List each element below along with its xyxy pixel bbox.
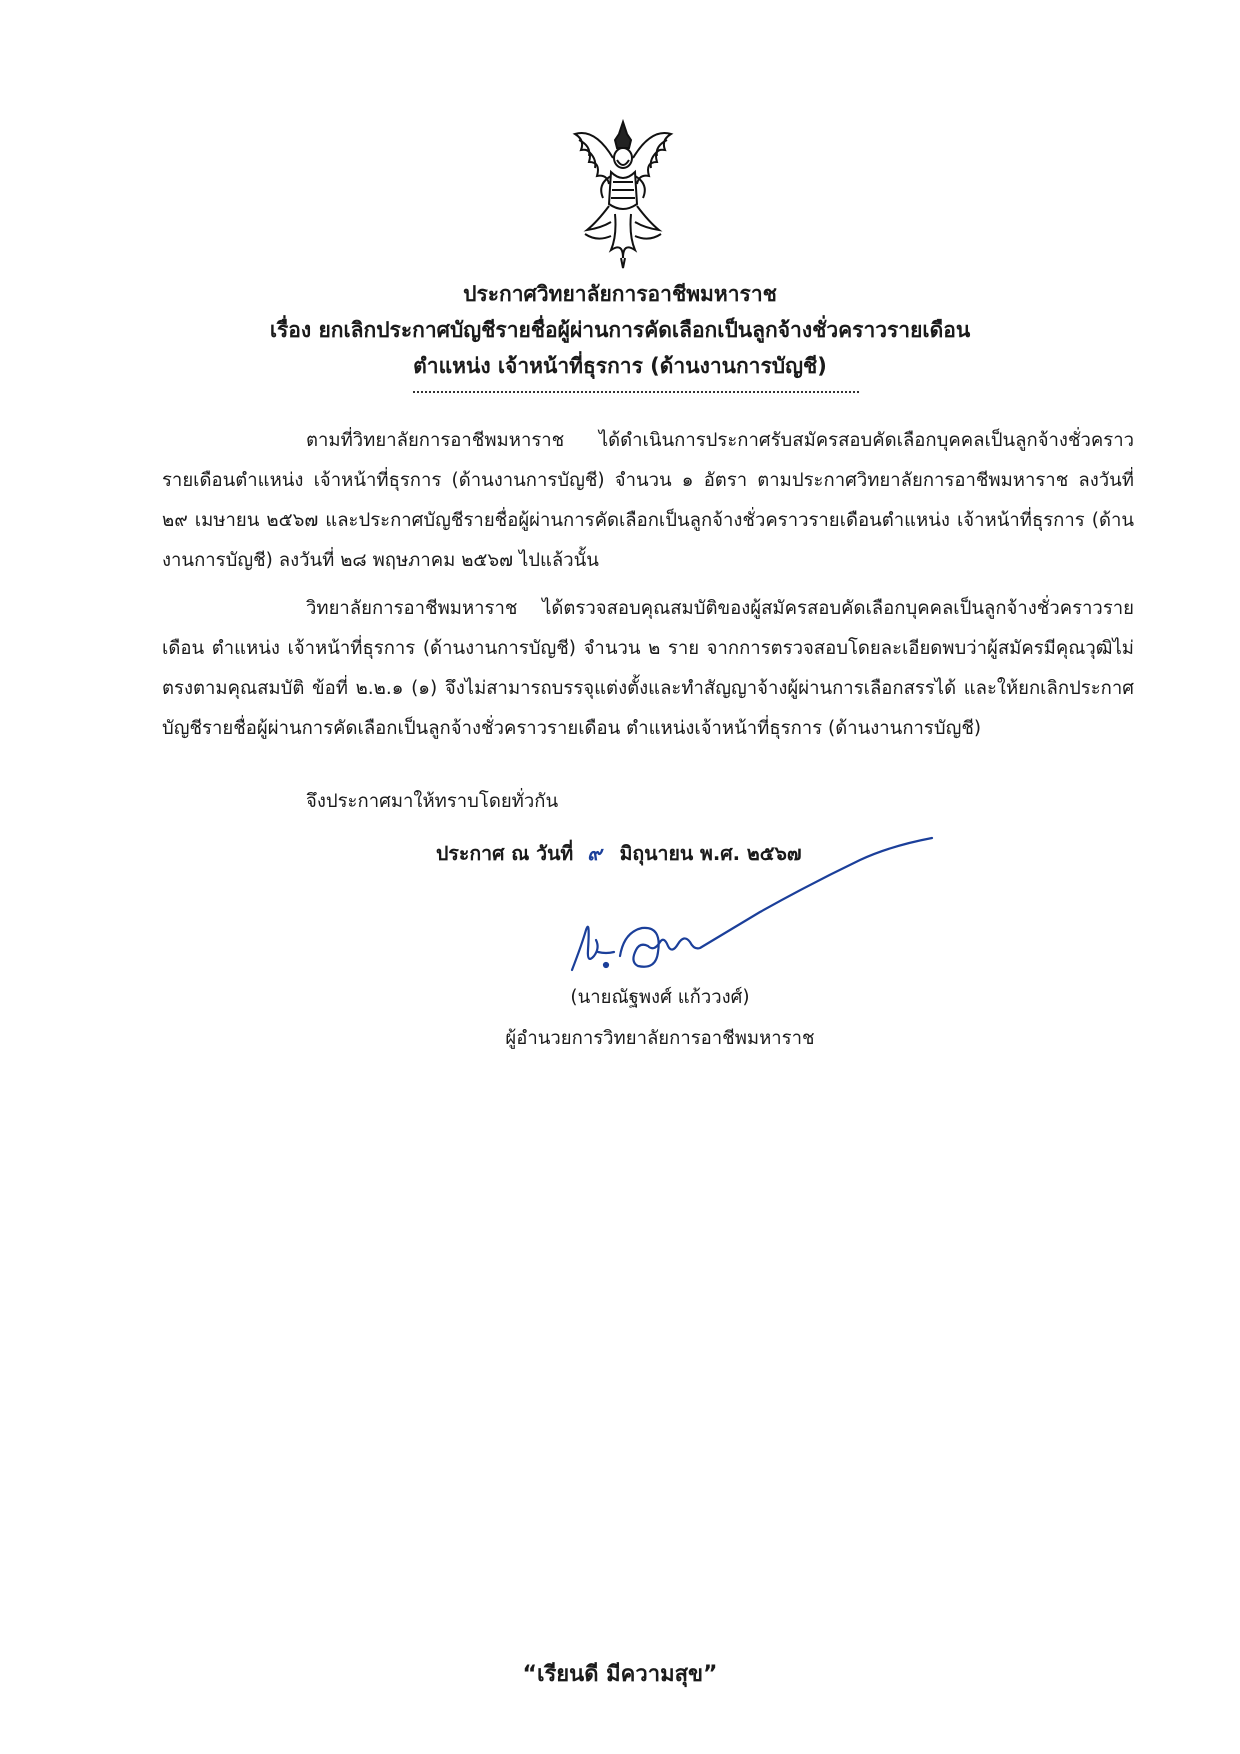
signer-title: ผู้อำนวยการวิทยาลัยการอาชีพมหาราช bbox=[505, 1028, 815, 1049]
body-paragraph-1: ตามที่วิทยาลัยการอาชีพมหาราช ได้ดำเนินการประกาศรับสมัครสอบคัดเลือกบุคคลเป็นลูกจ้างชั่วคราวรายเดือนตำแหน่ง เจ้าหน้าที่ธุรการ (ด้านงานการบัญชี) จำนวน ๑ อัตรา ตามประกาศวิทยาลัยการอาชีพมหาราช ลงวันที่ ๒๙ เมษายน ๒๕๖๗ และประกาศบัญชีรายชื่อผู้ผ่านการคัดเลือกเป็นลูกจ้างชั่วคราวรายเดือนตำแหน่ง เจ้าหน้าที่ธุรการ (ด้านงานการบัญชี) ลงวันที่ ๒๘ พฤษภาคม ๒๕๖๗ ไปแล้วนั้น bbox=[162, 430, 1134, 571]
director-signature bbox=[560, 832, 940, 982]
announcement-position: ตำแหน่ง เจ้าหน้าที่ธุรการ (ด้านงานการบัญชี) bbox=[413, 354, 827, 378]
date-prefix: ประกาศ ณ วันที่ bbox=[436, 842, 574, 865]
dotted-divider bbox=[413, 391, 859, 393]
announcement-title: ประกาศวิทยาลัยการอาชีพมหาราช bbox=[463, 282, 777, 306]
date-day: ๙ bbox=[587, 842, 602, 865]
signer-name: (นายณัฐพงศ์ แก้ววงศ์) bbox=[570, 987, 750, 1008]
date-month-year: มิถุนายน พ.ศ. ๒๕๖๗ bbox=[619, 842, 802, 865]
body-paragraph-2: วิทยาลัยการอาชีพมหาราช ได้ตรวจสอบคุณสมบัติของผู้สมัครสอบคัดเลือกบุคคลเป็นลูกจ้างชั่วคราวรายเดือน ตำแหน่ง เจ้าหน้าที่ธุรการ (ด้านงานการบัญชี) จำนวน ๒ ราย จากการตรวจสอบโดยละเอียดพบว่าผู้สมัครมีคุณวุฒิไม่ตรงตามคุณสมบัติ ข้อที่ ๒.๒.๑ (๑) จึงไม่สามารถบรรจุแต่งตั้งและทำสัญญาจ้างผู้ผ่านการเลือกสรรได้ และให้ยกเลิกประกาศบัญชีรายชื่อผู้ผ่านการคัดเลือกเป็นลูกจ้างชั่วคราวรายเดือน ตำแหน่งเจ้าหน้าที่ธุรการ (ด้านงานการบัญชี) bbox=[162, 598, 1134, 739]
college-motto: “เรียนดี มีความสุข” bbox=[522, 1662, 718, 1687]
announcement-subject: เรื่อง ยกเลิกประกาศบัญชีรายชื่อผู้ผ่านการคัดเลือกเป็นลูกจ้างชั่วคราวรายเดือน bbox=[269, 318, 971, 342]
garuda-emblem bbox=[567, 118, 679, 270]
body-paragraph-3: จึงประกาศมาให้ทราบโดยทั่วกัน bbox=[306, 791, 559, 812]
